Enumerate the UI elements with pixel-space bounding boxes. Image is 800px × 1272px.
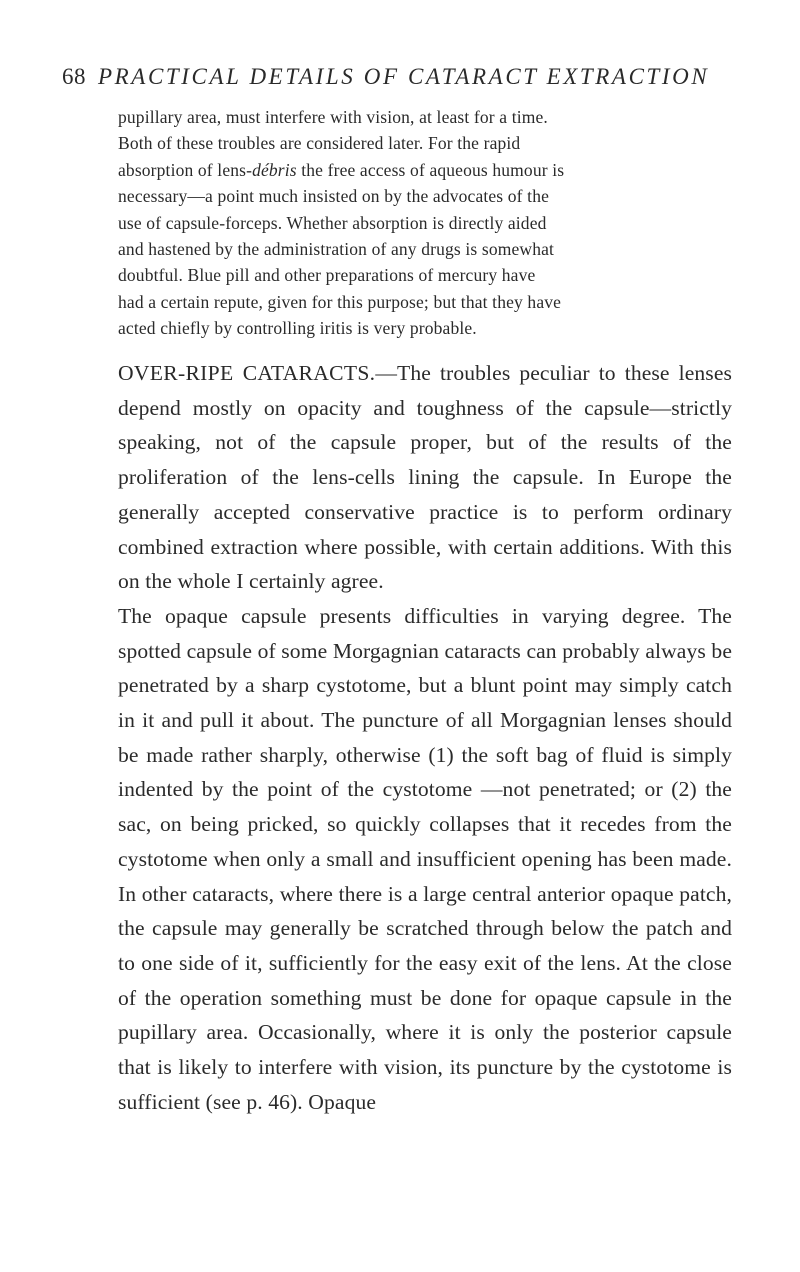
text-line: doubtful. Blue pill and other preparations of mercury have [118,265,536,286]
small-type-paragraph [118,104,732,342]
page-number: 68 [62,64,86,89]
text-line: and hastened by the administration of any drugs is somewhat [118,239,555,260]
section-body [118,356,732,1119]
italic-term: débris [252,159,297,180]
body-paragraph: The opaque capsule presents difficulties in varying degree. The spotted capsule of some Morgagnian cataracts can probably always be penetrated by a sharp cystotome, but a blunt point may simply catch in it and pull it about. The puncture of all Morgagnian lenses should be made rather sharply, otherwise (1) the soft bag of fluid is simply indented by the point of the cystotome —not penetrated; or (2) the sac, on being pricked, so quickly collapses that it recedes from the cystotome when only a small and insufficient opening has been made. In other cataracts, where there is a large central anterior opaque patch, the capsule may generally be scratched through below the patch and to one side of it, sufficiently for the easy exit of the lens. At the close of the operation something must be done for opaque capsule in the pupillary area. Occasionally, where it is only the posterior capsule that is likely to interfere with vision, its puncture by the cystotome is sufficient (see p. 46). Opaque [118,603,732,1114]
section-intro-text: —The troubles peculiar to these lenses depend mostly on opacity and toughness of the capsule—strictly speaking, not of the capsule proper, but of the results of the proliferation of the lens-cells lining the capsule. In Europe the generally accepted conservative practice is to perform ordinary combined extraction where possible, with certain additions. With this on the whole I certainly agree. [118,361,733,594]
text-line: Both of these troubles are considered later. For the rapid [118,133,521,154]
section-heading: OVER-RIPE CATARACTS. [118,361,376,385]
text-line: had a certain repute, given for this purpose; but that they have [118,291,562,312]
text-line: use of capsule-forceps. Whether absorption is directly aided [118,212,547,233]
text-line: pupillary area, must interfere with vision, at least for a time. [118,107,548,127]
running-head [62,64,742,90]
section-intro-paragraph [118,356,732,599]
header-title: PRACTICAL DETAILS OF CATARACT EXTRACTION [98,64,710,89]
text-line: necessary—a point much insisted on by the advocates of the [118,186,550,207]
text-line: acted chiefly by controlling iritis is very probable. [118,318,477,339]
text-line: absorption of lens-débris the free access of aqueous humour is [118,159,565,180]
